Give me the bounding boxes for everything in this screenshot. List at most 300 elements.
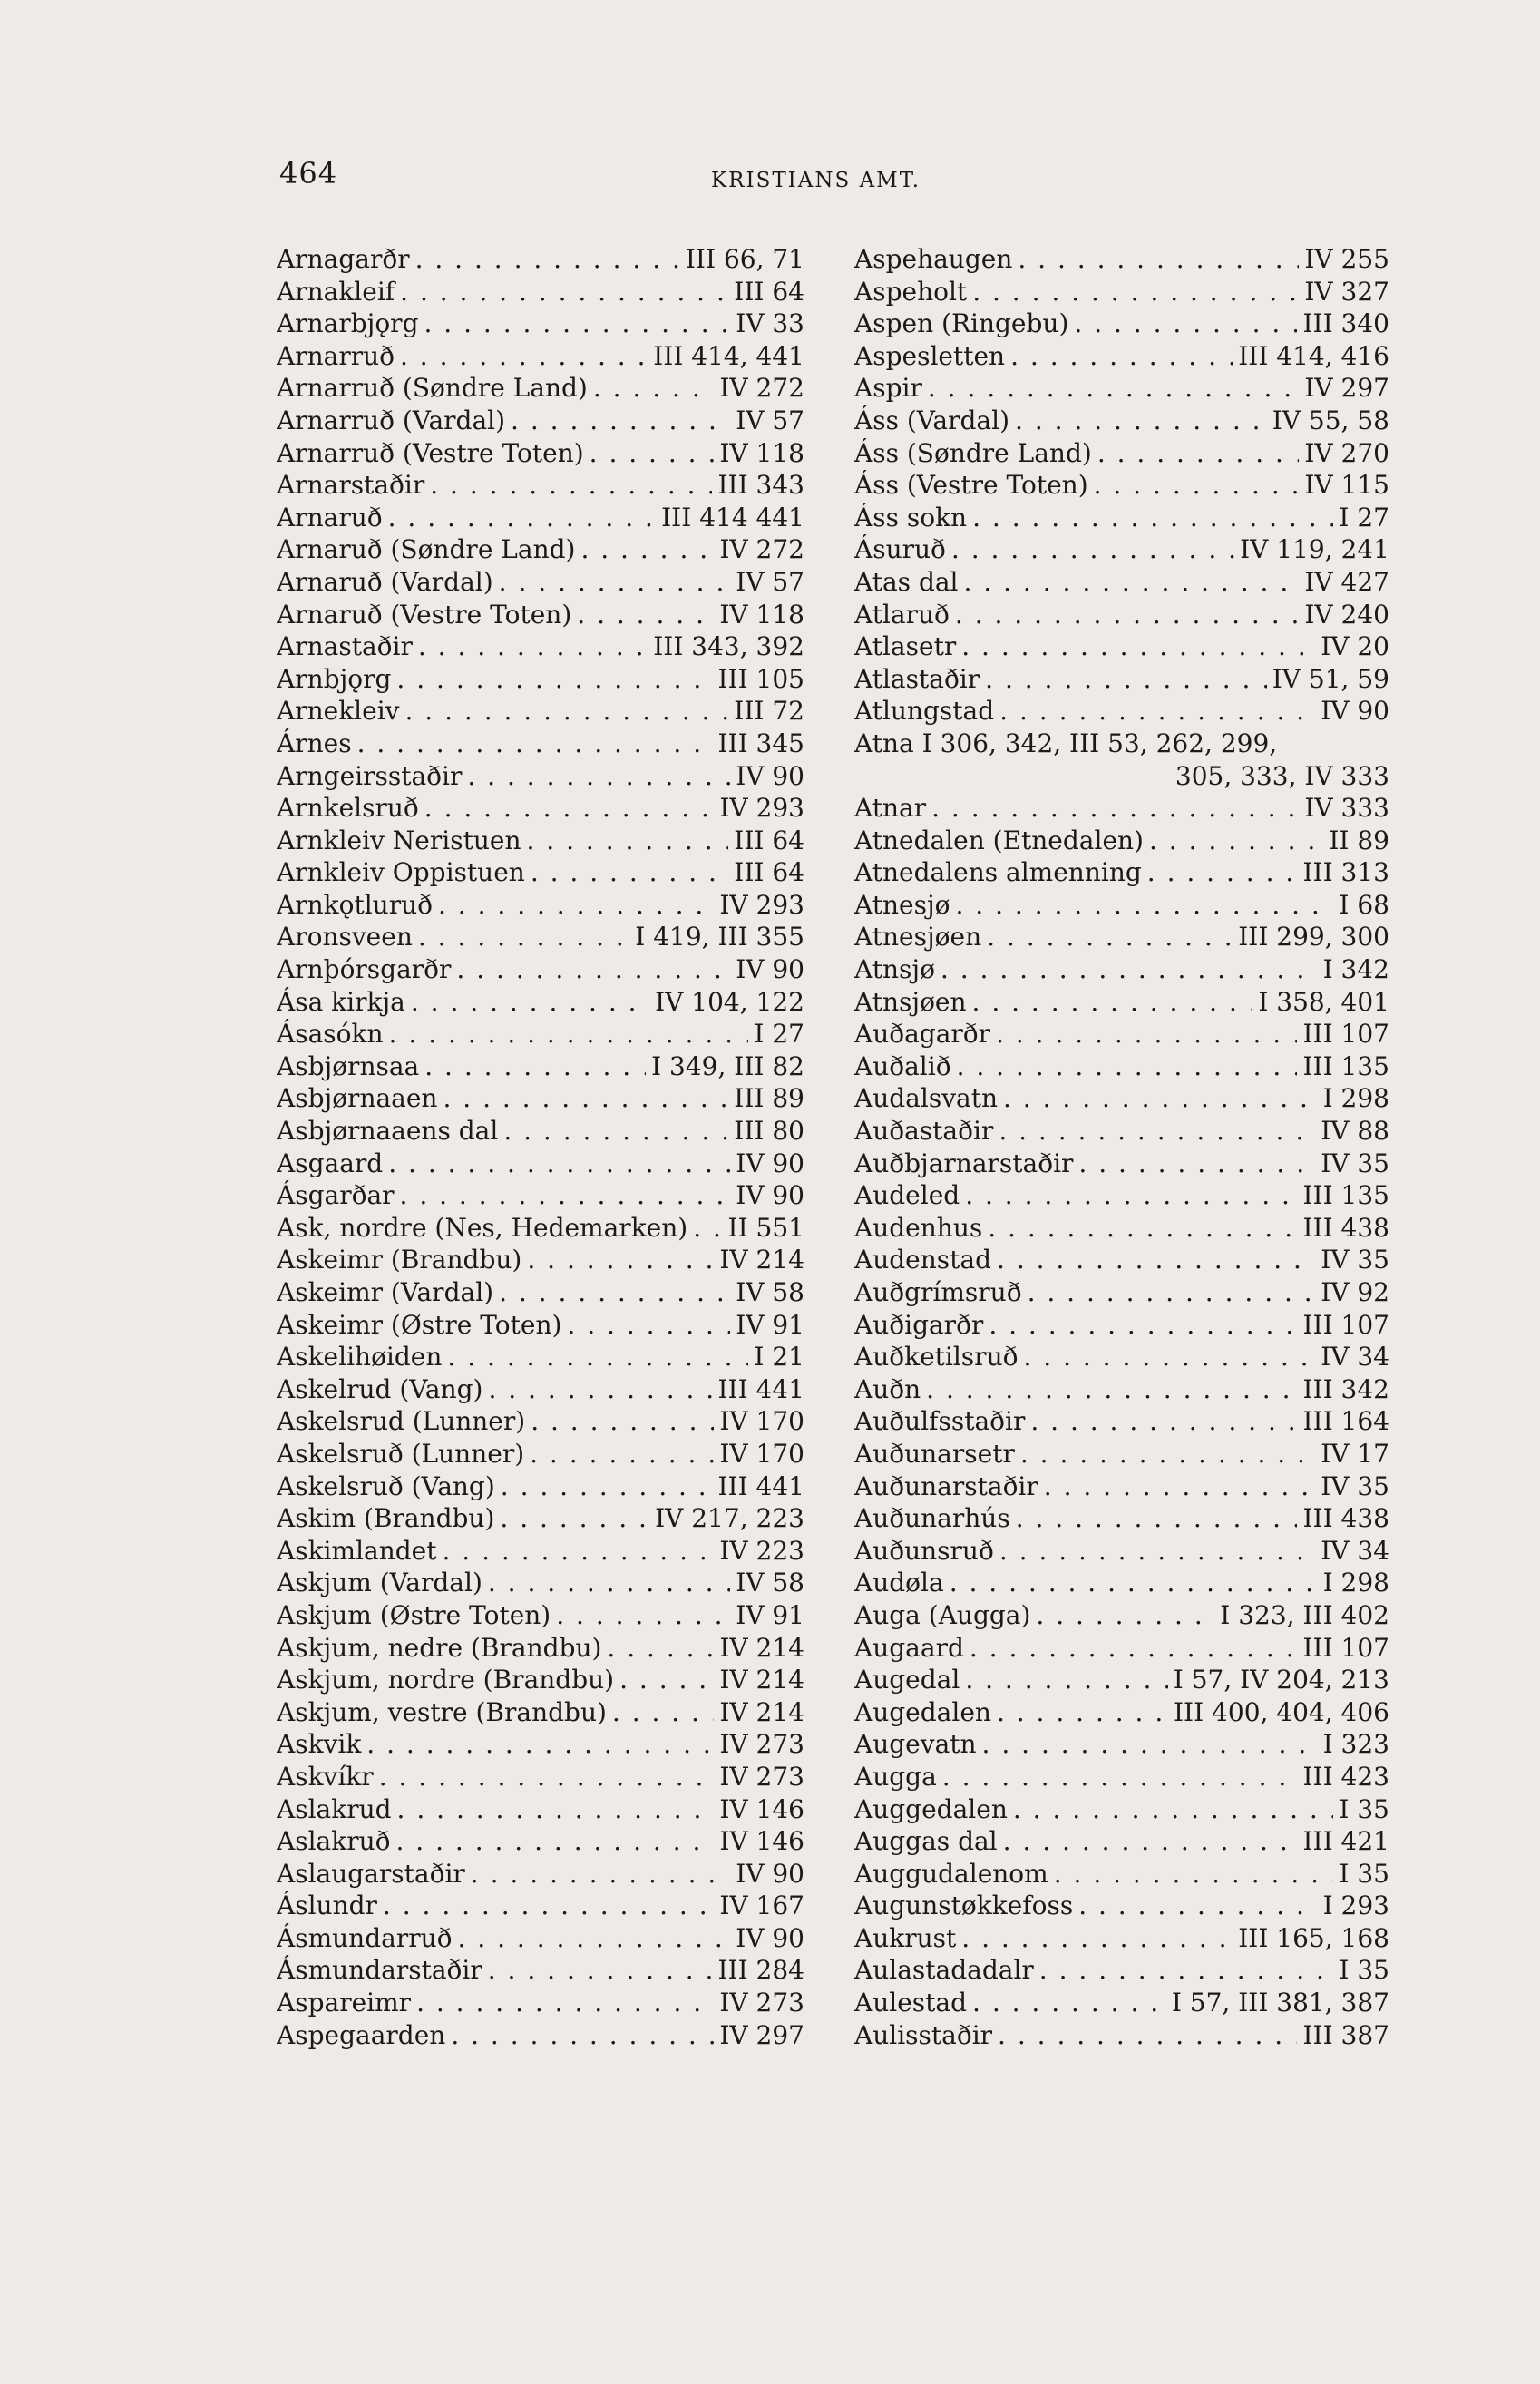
dot-leader (941, 953, 1318, 986)
entry-reference: IV 255 (1304, 244, 1389, 274)
entry-reference: I 27 (754, 1019, 804, 1050)
index-entry (277, 1018, 804, 1050)
dot-leader (567, 1309, 730, 1342)
dot-leader (457, 1922, 730, 1955)
entry-term: Augga (854, 1761, 937, 1792)
entry-reference: III 64 (734, 276, 804, 307)
index-entry (277, 1309, 804, 1342)
entry-reference: III 66, 71 (685, 244, 804, 274)
dot-leader (970, 1632, 1298, 1665)
index-entry (277, 953, 804, 986)
entry-term: Auggudalenom (854, 1858, 1048, 1889)
entry-term: Askelihøiden (277, 1342, 443, 1373)
index-entry (854, 1470, 1389, 1503)
entry-reference: III 107 (1302, 1632, 1389, 1663)
entry-reference: III 135 (1302, 1180, 1389, 1211)
entry-term: Auðunarstaðir (854, 1470, 1038, 1501)
entry-term: Arnastaðir (277, 631, 413, 662)
entry-term: Askelsrud (Lunner) (277, 1406, 526, 1437)
entry-term: Askjum, vestre (Brandbu) (277, 1696, 607, 1727)
entry-term: Auðgrímsruð (854, 1277, 1022, 1307)
entry-reference: III 400, 404, 406 (1173, 1696, 1389, 1727)
dot-leader (488, 1373, 712, 1406)
entry-reference: I 298 (1322, 1083, 1389, 1114)
entry-reference: III 441 (717, 1470, 804, 1501)
index-entry (277, 437, 804, 470)
index-entry (854, 1050, 1389, 1083)
dot-leader (997, 1696, 1168, 1729)
dot-leader (590, 437, 715, 470)
index-entry (277, 1922, 804, 1955)
dot-leader (1039, 1954, 1334, 1987)
index-entry (854, 1793, 1389, 1826)
dot-leader (379, 1761, 715, 1793)
entry-reference: I 419, III 355 (635, 922, 804, 953)
dot-leader (503, 1115, 728, 1148)
index-entry (854, 1664, 1389, 1696)
entry-term: Audalsvatn (854, 1083, 998, 1114)
entry-term: Arnaruð (Søndre Land) (277, 534, 576, 565)
entry-term: Aslaugarstaðir (277, 1858, 465, 1889)
index-entry (854, 1244, 1389, 1276)
dot-leader (383, 1890, 714, 1922)
index-entry (277, 889, 804, 922)
dot-leader (471, 1858, 730, 1891)
entry-term: Ásasókn (277, 1019, 384, 1050)
entry-term: Auðunarsetr (854, 1438, 1015, 1469)
entry-term: Ásmundarstaðir (277, 1955, 482, 1986)
entry-term: Augunstøkkefoss (854, 1891, 1074, 1921)
dot-leader (1010, 340, 1233, 373)
entry-reference: II 89 (1329, 825, 1389, 855)
entry-reference: IV 58 (736, 1277, 804, 1307)
dot-leader (1018, 243, 1299, 276)
index-entry (854, 663, 1389, 696)
dot-leader (400, 1179, 731, 1212)
entry-reference: IV 35 (1321, 1148, 1389, 1178)
dot-leader (951, 533, 1234, 566)
index-entry (854, 502, 1389, 534)
dot-leader (612, 1696, 714, 1729)
index-entry (854, 1825, 1389, 1858)
entry-reference: IV 90 (736, 954, 804, 985)
entry-term: Aslakrud (277, 1793, 392, 1824)
entry-term: Atnsjø (854, 954, 935, 985)
dot-leader (997, 1244, 1315, 1276)
dot-leader (1054, 1858, 1334, 1891)
entry-term: Auðunsruð (854, 1535, 994, 1566)
entry-term: Aslakruð (277, 1826, 391, 1857)
dot-leader (499, 566, 731, 599)
dot-leader (1044, 1470, 1315, 1503)
dot-leader (998, 2019, 1297, 2052)
index-entry (277, 1632, 804, 1665)
index-entry (854, 1599, 1389, 1632)
dot-leader (357, 728, 713, 760)
dot-leader (530, 1438, 714, 1470)
index-entry (277, 243, 804, 276)
entry-reference: III 64 (734, 825, 804, 855)
entry-term: Audøla (854, 1568, 944, 1598)
entry-term: Arnbjǫrg (277, 663, 392, 694)
index-entry (277, 1728, 804, 1761)
entry-reference: IV 214 (719, 1245, 804, 1275)
entry-reference: I 293 (1322, 1891, 1389, 1921)
dot-leader (424, 308, 731, 340)
entry-term: Arnarruð (Vardal) (277, 405, 506, 435)
dot-leader (488, 1954, 713, 1987)
dot-leader (366, 1728, 714, 1761)
entry-reference: IV 146 (719, 1826, 804, 1857)
index-entry (277, 1148, 804, 1180)
index-entry (854, 1502, 1389, 1535)
dot-leader (972, 986, 1253, 1019)
entry-term: Atnesjøen (854, 922, 982, 953)
entry-term: Auga (Augga) (854, 1599, 1031, 1630)
dot-leader (1147, 856, 1298, 889)
index-entry (854, 728, 1389, 760)
index-entry (277, 502, 804, 534)
entry-reference: I 57, III 381, 387 (1171, 1988, 1389, 2018)
index-entry (854, 533, 1389, 566)
index-entry (277, 1244, 804, 1276)
entry-reference: IV 90 (736, 760, 804, 791)
dot-leader (972, 276, 1299, 308)
entry-term: Arnaruð (Vestre Toten) (277, 599, 572, 630)
entry-term: Áslundr (277, 1891, 377, 1921)
dot-leader (982, 1728, 1318, 1761)
entry-term: Ásgarðar (277, 1180, 395, 1211)
dot-leader (424, 792, 715, 825)
entry-reference: IV 273 (719, 1729, 804, 1760)
index-entry (854, 986, 1389, 1019)
entry-reference: I 68 (1339, 889, 1389, 920)
dot-leader (527, 1244, 714, 1276)
entry-reference: I 358, 401 (1258, 986, 1389, 1017)
index-entry (277, 1405, 804, 1438)
entry-reference: IV 223 (719, 1535, 804, 1566)
index-entry (277, 372, 804, 405)
index-entry (854, 760, 1389, 793)
dot-leader (985, 663, 1267, 696)
entry-reference: III 135 (1302, 1050, 1389, 1081)
entry-term: Aulestad (854, 1988, 968, 2018)
dot-leader (972, 502, 1333, 534)
entry-reference: IV 214 (719, 1632, 804, 1663)
dot-leader (1003, 1825, 1298, 1858)
entry-term: Askelsruð (Lunner) (277, 1438, 525, 1469)
index-entry (854, 437, 1389, 470)
index-entry (277, 1858, 804, 1891)
entry-reference: I 35 (1339, 1955, 1389, 1986)
dot-leader (451, 2019, 714, 2052)
entry-reference: IV 273 (719, 1761, 804, 1792)
dot-leader (400, 276, 728, 308)
entry-reference: III 438 (1302, 1503, 1389, 1534)
entry-reference: I 35 (1339, 1858, 1389, 1889)
index-entry (277, 1470, 804, 1503)
entry-reference: IV 167 (719, 1891, 804, 1921)
entry-reference: IV 90 (736, 1148, 804, 1178)
dot-leader (1030, 1405, 1297, 1438)
dot-leader (957, 1050, 1298, 1083)
index-entry (854, 566, 1389, 599)
entry-reference: IV 90 (736, 1922, 804, 1953)
entry-reference: IV 57 (736, 566, 804, 597)
entry-term: Arnaruð (277, 502, 383, 532)
entry-term: Árnes (277, 728, 352, 758)
running-title: KRISTIANS AMT. (711, 169, 921, 192)
dot-leader (961, 630, 1315, 663)
entry-term: Arnarruð (277, 340, 395, 371)
dot-leader (531, 856, 728, 889)
entry-term: Auðn (854, 1373, 921, 1404)
entry-reference: IV 90 (736, 1858, 804, 1889)
dot-leader (1149, 825, 1323, 857)
entry-reference: I 323 (1322, 1729, 1389, 1760)
index-entry (854, 856, 1389, 889)
entry-term: Askjum, nordre (Brandbu) (277, 1665, 615, 1695)
index-entry (854, 1179, 1389, 1212)
page-number: 464 (279, 156, 338, 191)
entry-term: Atnedalens almenning (854, 857, 1142, 888)
index-entry (854, 1858, 1389, 1891)
entry-reference: IV 90 (736, 1180, 804, 1211)
dot-leader (418, 921, 629, 953)
dot-leader (931, 792, 1299, 825)
entry-reference: IV 58 (736, 1568, 804, 1598)
entry-term: Auðigarðr (854, 1309, 984, 1340)
entry-reference: IV 17 (1321, 1438, 1389, 1469)
entry-reference: IV 119, 241 (1240, 534, 1389, 565)
entry-reference: IV 327 (1304, 276, 1389, 307)
entry-reference: I 298 (1322, 1568, 1389, 1598)
entry-term: Arnþórsgarðr (277, 954, 452, 985)
entry-term: Aulisstaðir (854, 2019, 993, 2050)
entry-term: Arnarstaðir (277, 470, 425, 501)
entry-reference: I 35 (1339, 1793, 1389, 1824)
dot-leader (438, 889, 714, 922)
index-entry (854, 1276, 1389, 1309)
entry-term: Arnarruð (Vestre Toten) (277, 437, 584, 468)
dot-leader (926, 1373, 1297, 1406)
entry-reference: IV 34 (1321, 1342, 1389, 1373)
index-entry (277, 1954, 804, 1987)
entry-reference: I 27 (1339, 502, 1389, 532)
dot-leader (1078, 1148, 1315, 1180)
dot-leader (987, 921, 1233, 953)
dot-leader (996, 1018, 1297, 1050)
entry-term: Arnkleiv Neristuen (277, 825, 521, 855)
dot-leader (607, 1632, 714, 1665)
index-entry (277, 566, 804, 599)
dot-leader (577, 599, 714, 631)
entry-reference: I 349, III 82 (651, 1050, 804, 1081)
entry-reference: IV 427 (1304, 566, 1389, 597)
entry-term: Arnagarðr (277, 244, 410, 274)
entry-term: Atnsjøen (854, 986, 967, 1017)
dot-leader (928, 372, 1300, 405)
index-entry (277, 1825, 804, 1858)
entry-term: Askjum (Vardal) (277, 1568, 482, 1598)
index-entry (277, 1082, 804, 1115)
entry-term: Áss (Vestre Toten) (854, 470, 1088, 501)
index-entry (854, 695, 1389, 728)
entry-reference: III 421 (1302, 1826, 1389, 1857)
index-entry (854, 469, 1389, 502)
entry-term: Atnedalen (Etnedalen) (854, 825, 1144, 855)
entry-reference: IV 272 (719, 534, 804, 565)
entry-term: Ása kirkja (277, 986, 405, 1017)
index-entry (277, 663, 804, 696)
index-entry (277, 1179, 804, 1212)
entry-term: Atnar (854, 793, 927, 824)
dot-leader (1094, 469, 1300, 502)
entry-term: Augaard (854, 1632, 964, 1663)
entry-reference: III 423 (1302, 1761, 1389, 1792)
entry-reference: III 89 (734, 1083, 804, 1114)
entry-term: Askelrud (Vang) (277, 1373, 483, 1404)
dot-leader (1078, 1890, 1317, 1922)
index-entry (854, 825, 1389, 857)
dot-leader (488, 1567, 730, 1599)
entry-term: Arnkleiv Oppistuen (277, 857, 525, 888)
index-entry (277, 599, 804, 631)
entry-term: Arnkelsruð (277, 793, 419, 824)
entry-reference: III 284 (717, 1955, 804, 1986)
index-entry (854, 1212, 1389, 1245)
index-entry (854, 1954, 1389, 1987)
index-entry (277, 2019, 804, 2052)
entry-reference: III 80 (734, 1116, 804, 1147)
dot-leader (950, 1567, 1318, 1599)
index-entry (277, 1373, 804, 1406)
entry-term: Audeled (854, 1180, 960, 1211)
dot-leader (443, 1535, 715, 1568)
index-entry (277, 1987, 804, 2019)
dot-leader (447, 1341, 748, 1373)
index-column-right (854, 243, 1389, 2051)
entry-reference: III 340 (1302, 308, 1389, 339)
entry-reference: IV 91 (736, 1599, 804, 1630)
dot-leader (1023, 1341, 1315, 1373)
index-entry (854, 1148, 1389, 1180)
index-entry (854, 1987, 1389, 2019)
entry-term: Auðunarhús (854, 1503, 1010, 1534)
dot-leader (1020, 1438, 1315, 1470)
entry-term: Ásmundarruð (277, 1922, 453, 1953)
index-entry (277, 1502, 804, 1535)
dot-leader (500, 1502, 649, 1535)
index-entry (854, 1728, 1389, 1761)
entry-reference: 305, 333, IV 333 (1174, 760, 1389, 791)
dot-leader (501, 1470, 713, 1503)
entry-term: Auggas dal (854, 1826, 998, 1857)
entry-reference: III 64 (734, 857, 804, 888)
dot-leader (396, 663, 712, 696)
dot-leader (404, 695, 728, 728)
index-entry (854, 599, 1389, 631)
dot-leader (693, 1212, 722, 1245)
entry-term: Askelsruð (Vang) (277, 1470, 495, 1501)
entry-reference: III 107 (1302, 1019, 1389, 1050)
entry-reference: IV 333 (1304, 793, 1389, 824)
entry-term: Askjum (Østre Toten) (277, 1599, 551, 1630)
entry-term: Aulastadadalr (854, 1955, 1034, 1986)
index-entry (277, 986, 804, 1019)
dot-leader (1015, 405, 1267, 437)
dot-leader (430, 469, 712, 502)
entry-term: Audenstad (854, 1245, 992, 1275)
entry-reference: IV 57 (736, 405, 804, 435)
dot-leader (416, 1987, 714, 2019)
index-entry (277, 1115, 804, 1148)
entry-reference: IV 91 (736, 1309, 804, 1340)
dot-leader (999, 695, 1315, 728)
entry-term: Arnaruð (Vardal) (277, 566, 493, 597)
dot-leader (965, 1664, 1167, 1696)
dot-leader (972, 1987, 1166, 2019)
index-entry (854, 1018, 1389, 1050)
dot-leader (411, 986, 649, 1019)
index-entry (277, 340, 804, 373)
index-entry (854, 372, 1389, 405)
entry-reference: III 72 (734, 696, 804, 727)
index-entry (854, 889, 1389, 922)
index-entry (854, 953, 1389, 986)
entry-term: Arnakleif (277, 276, 395, 307)
index-entry (277, 921, 804, 953)
entry-reference: III 164 (1302, 1406, 1389, 1437)
dot-leader (556, 1599, 730, 1632)
dot-leader (1013, 1793, 1334, 1826)
entry-term: Atlaruð (854, 599, 950, 630)
entry-reference: I 57, IV 204, 213 (1173, 1665, 1389, 1695)
entry-term: Askjum, nedre (Brandbu) (277, 1632, 602, 1663)
entry-reference: II 551 (727, 1212, 804, 1243)
entry-reference: IV 293 (719, 889, 804, 920)
entry-reference: IV 51, 59 (1272, 663, 1389, 694)
entry-term: Aspir (854, 373, 922, 404)
index-entry (854, 1082, 1389, 1115)
dot-leader (499, 1276, 730, 1309)
index-entry (277, 1793, 804, 1826)
dot-leader (956, 889, 1334, 922)
entry-reference: III 299, 300 (1238, 922, 1389, 953)
entry-reference: IV 272 (719, 373, 804, 404)
dot-leader (395, 1825, 714, 1858)
entry-term: Aspen (Ringebu) (854, 308, 1069, 339)
entry-reference: IV 273 (719, 1988, 804, 2018)
entry-term: Askeimr (Brandbu) (277, 1245, 522, 1275)
entry-reference: III 438 (1302, 1212, 1389, 1243)
index-entry (854, 1535, 1389, 1568)
entry-term: Ask, nordre (Nes, Hedemarken) (277, 1212, 688, 1243)
entry-reference: IV 170 (719, 1406, 804, 1437)
entry-reference: IV 88 (1321, 1116, 1389, 1147)
entry-term: Atlasetr (854, 631, 957, 662)
index-entry (854, 1341, 1389, 1373)
entry-term: Auðbjarnarstaðir (854, 1148, 1074, 1178)
entry-term: Askvik (277, 1729, 362, 1760)
entry-reference: IV 115 (1304, 470, 1389, 501)
entry-term: Auðastaðir (854, 1116, 994, 1147)
index-entry (277, 1276, 804, 1309)
dot-leader (619, 1664, 714, 1696)
entry-term: Asgaard (277, 1148, 384, 1178)
index-entry (854, 1696, 1389, 1729)
entry-reference: IV 104, 122 (655, 986, 804, 1017)
